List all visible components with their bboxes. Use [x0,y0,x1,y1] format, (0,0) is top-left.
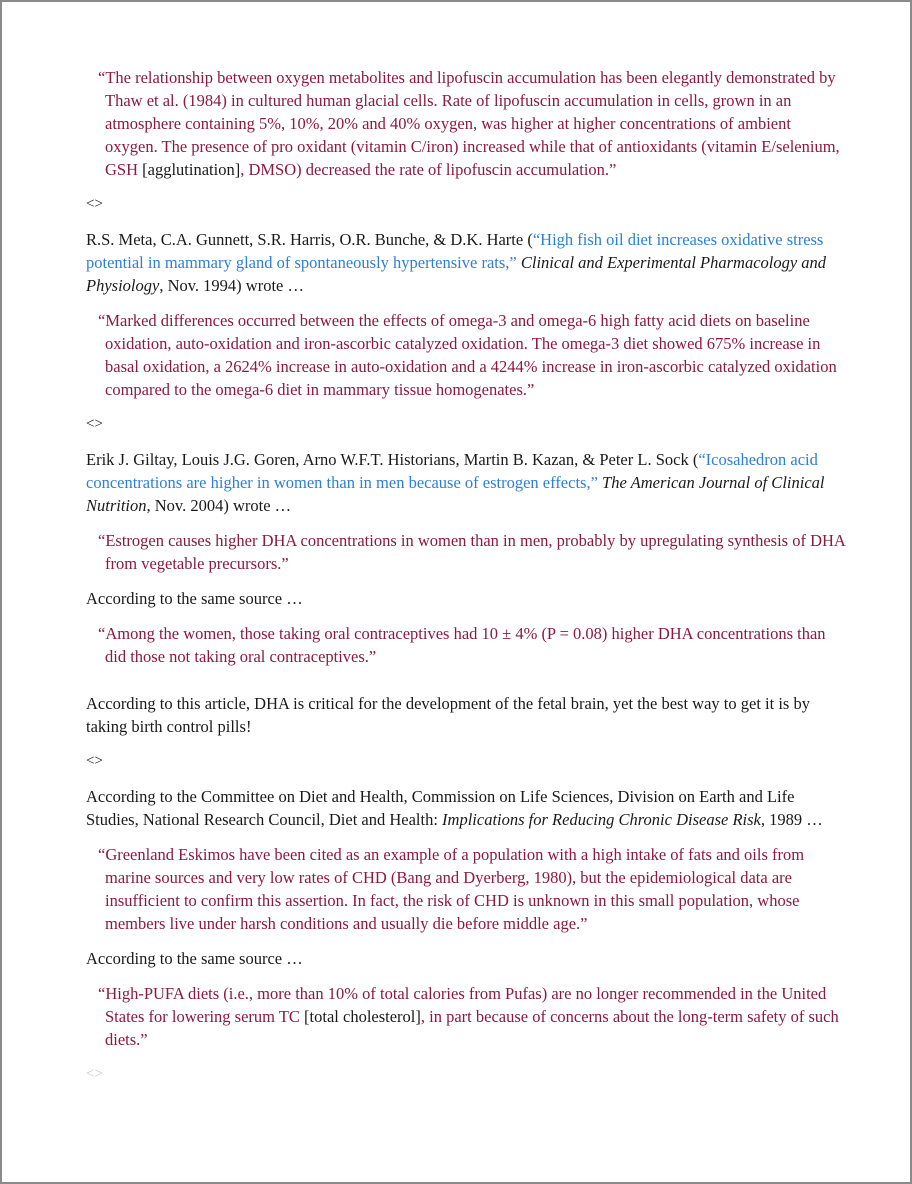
citation-authors: Erik J. Giltay, Louis J.G. Goren, Arno W.F.T. Historians, Martin B. Kazan, & Peter L. Sock ( [86,450,699,469]
quote-bracket: [total cholesterol] [304,1007,421,1026]
quote-pufa [98,982,846,1051]
quote-eskimos [98,843,846,935]
same-source-text: According to the same source … [86,949,303,968]
same-source-text: According to the same source … [86,589,303,608]
quote-text: , DMSO) decreased the rate of lipofuscin accumulation.” [240,160,617,179]
citation-end: , Nov. 1994) wrote … [159,276,304,295]
citation-committee [86,785,846,831]
citation-end: , Nov. 2004) wrote … [146,496,292,515]
section-separator-faded: <> [86,1066,103,1082]
quote-text: “The relationship between oxygen metabolites and lipofuscin accumulation has been elegantly demonstrated by Thaw et al. (1984) in cultured human glacial cells. Rate of lipofuscin accumulation in cells, grown in an atmosphere containing 5%, 10%, 20% and 40% oxygen, was higher at higher concentrations of ambient oxygen. The presence of pro oxidant (vitamin C/iron) increased while that of antioxidants (vitamin E/selenium, GSH [98,68,840,179]
citation-giltay [86,448,846,517]
quote-omega [98,309,846,401]
journal-title: The American Journal of Clinical Nutrition [86,473,825,515]
citation-authors: R.S. Meta, C.A. Gunnett, S.R. Harris, O.R. Bunche, & D.K. Harte ( [86,230,533,249]
quote-text: , in part because of concerns about the long-term safety of such diets.” [105,1007,839,1049]
citation-meta [86,228,846,297]
citation-text: According to the Committee on Diet and Health, Commission on Life Sciences, Division on Earth and Life Studies, National Research Council, Diet and Health: [86,787,795,829]
article-link[interactable]: “Icosahedron acid concentrations are higher in women than in men because of estrogen effects,” [86,450,818,492]
quote-contraceptives [98,622,846,668]
section-separator: <> [86,196,103,212]
spacer [86,680,846,692]
commentary-paragraph: According to this article, DHA is critical for the development of the fetal brain, yet the best way to get it is by taking birth control pills! [86,694,810,736]
quote-text: “Among the women, those taking oral contraceptives had 10 ± 4% (P = 0.08) higher DHA concentrations than did those not taking oral contraceptives.” [98,624,826,666]
book-title: Implications for Reducing Chronic Disease Risk [442,810,761,829]
quote-lipofuscin [98,66,846,181]
section-separator: <> [86,753,103,769]
quote-bracket: [agglutination] [142,160,241,179]
quote-text: “Estrogen causes higher DHA concentrations in women than in men, probably by upregulating synthesis of DHA from vegetable precursors.” [98,531,845,573]
quote-text: “High-PUFA diets (i.e., more than 10% of total calories from Pufas) are no longer recommended in the United States for lowering serum TC [98,984,827,1026]
section-separator: <> [86,416,103,432]
article-link[interactable]: “High fish oil diet increases oxidative stress potential in mammary gland of spontaneously hypertensive rats,” [86,230,824,272]
document-content [86,66,846,1098]
citation-end: , 1989 … [760,810,823,829]
quote-text: “Greenland Eskimos have been cited as an example of a population with a high intake of fats and oils from marine sources and very low rates of CHD (Bang and Dyerberg, 1980), but the epidemiological data are insufficient to confirm this assertion. In fact, the risk of CHD is unknown in this small population, whose members live under harsh conditions and usually die before middle age.” [98,845,805,933]
quote-text: “Marked differences occurred between the effects of omega-3 and omega-6 high fatty acid diets on baseline oxidation, auto-oxidation and iron-ascorbic catalyzed oxidation. The omega-3 diet showed 675% increase in basal oxidation, a 2624% increase in auto-oxidation and a 4244% increase in iron-ascorbic catalyzed oxidation compared to the omega-6 diet in mammary tissue homogenates.” [98,311,837,399]
quote-estrogen [98,529,846,575]
journal-title: Clinical and Experimental Pharmacology and Physiology [86,253,827,295]
